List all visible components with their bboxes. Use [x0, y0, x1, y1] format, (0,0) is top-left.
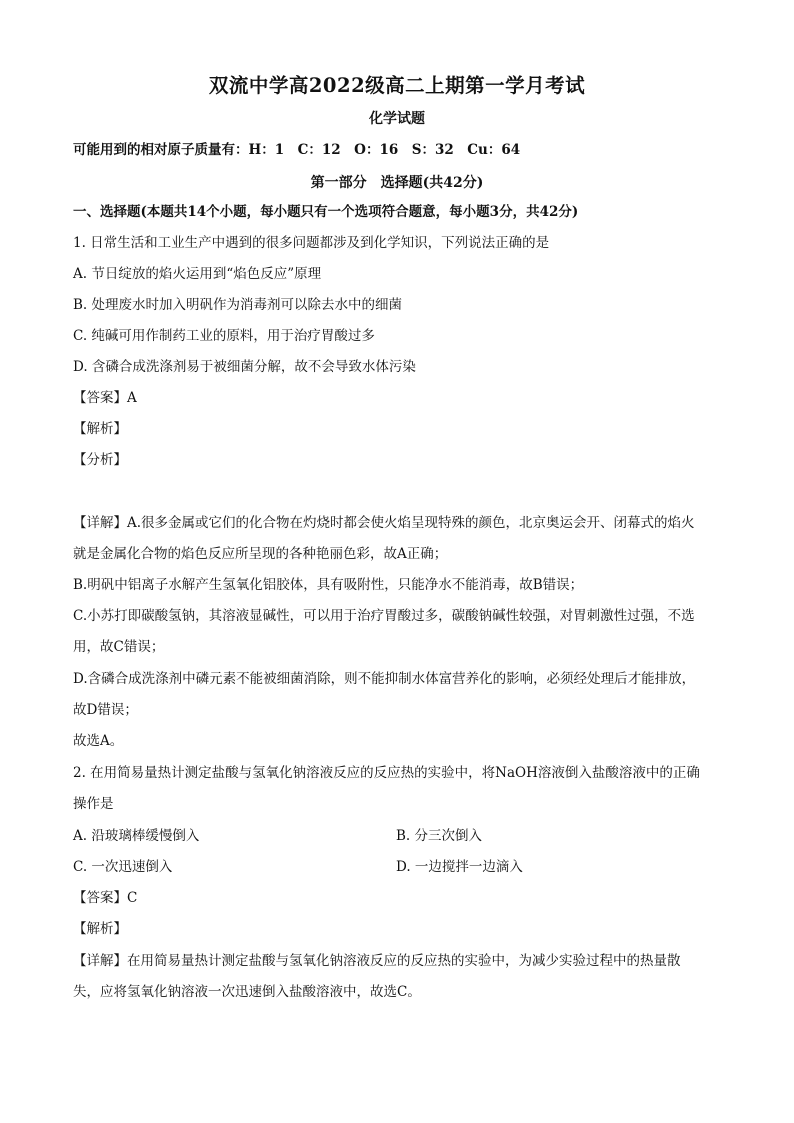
q1-detail-line: 故D错误； — [73, 702, 138, 718]
subject-title: 化学试题 — [369, 111, 425, 127]
q1-stem: 1. 日常生活和工业生产中遇到的很多问题都涉及到化学知识，下列说法正确的是 — [73, 235, 550, 251]
q1-answer: 【答案】A — [73, 390, 137, 406]
q2-option-d: D. 一边搅拌一边滴入 — [396, 859, 523, 875]
exam-title: 双流中学高2022级高二上期第一学月考试 — [208, 74, 586, 97]
atomic-masses: 可能用到的相对原子质量有：H：1 C：12 O：16 S：32 Cu：64 — [73, 142, 521, 158]
q1-detail-line: C.小苏打即碳酸氢钠，其溶液显碱性，可以用于治疗胃酸过多，碳酸钠碱性较强，对胃刺激性过强，不选 — [73, 608, 695, 624]
q1-analysis-label: 【解析】 — [73, 421, 127, 437]
q1-detail-line: 用，故C错误； — [73, 639, 165, 655]
q2-stem-line2: 操作是 — [73, 796, 114, 812]
q1-detail-line: 【详解】A.很多金属或它们的化合物在灼烧时都会使火焰呈现特殊的颜色，北京奥运会开、闭幕式的焰火 — [73, 515, 695, 531]
q1-option-b: B. 处理废水时加入明矾作为消毒剂可以除去水中的细菌 — [73, 297, 403, 313]
q1-fenxi-label: 【分析】 — [73, 452, 127, 468]
q1-option-a: A. 节日绽放的焰火运用到“焰色反应”原理 — [73, 266, 322, 282]
part-heading: 第一部分 选择题(共42分) — [310, 175, 484, 191]
q2-option-a: A. 沿玻璃棒缓慢倒入 — [73, 828, 200, 844]
q1-option-c: C. 纯碱可用作制药工业的原料，用于治疗胃酸过多 — [73, 328, 375, 344]
q1-option-d: D. 含磷合成洗涤剂易于被细菌分解，故不会导致水体污染 — [73, 359, 416, 375]
q2-answer: 【答案】C — [73, 890, 138, 906]
q2-detail-line: 失，应将氢氧化钠溶液一次迅速倒入盐酸溶液中，故选C。 — [73, 984, 421, 1000]
q1-detail-line: D.含磷合成洗涤剂中磷元素不能被细菌消除，则不能抑制水体富营养化的影响，必须经处理后才能排放， — [73, 671, 696, 687]
q2-analysis-label: 【解析】 — [73, 921, 127, 937]
q2-stem-line1: 2. 在用简易量热计测定盐酸与氢氧化钠溶液反应的反应热的实验中，将NaOH溶液倒入盐酸溶液中的正确 — [73, 765, 700, 781]
q1-detail-line: 就是金属化合物的焰色反应所呈现的各种艳丽色彩，故A正确； — [73, 546, 448, 562]
q1-detail-line: B.明矾中铝离子水解产生氢氧化铝胶体，具有吸附性，只能净水不能消毒，故B错误； — [73, 577, 584, 593]
q2-detail-line: 【详解】在用简易量热计测定盐酸与氢氧化钠溶液反应的反应热的实验中，为减少实验过程中的热量散 — [73, 953, 681, 969]
q1-detail-line: 故选A。 — [73, 733, 124, 749]
section-heading: 一、选择题(本题共14个小题，每小题只有一个选项符合题意，每小题3分，共42分) — [73, 204, 579, 220]
q2-option-c: C. 一次迅速倒入 — [73, 859, 173, 875]
q2-option-b: B. 分三次倒入 — [396, 828, 483, 844]
